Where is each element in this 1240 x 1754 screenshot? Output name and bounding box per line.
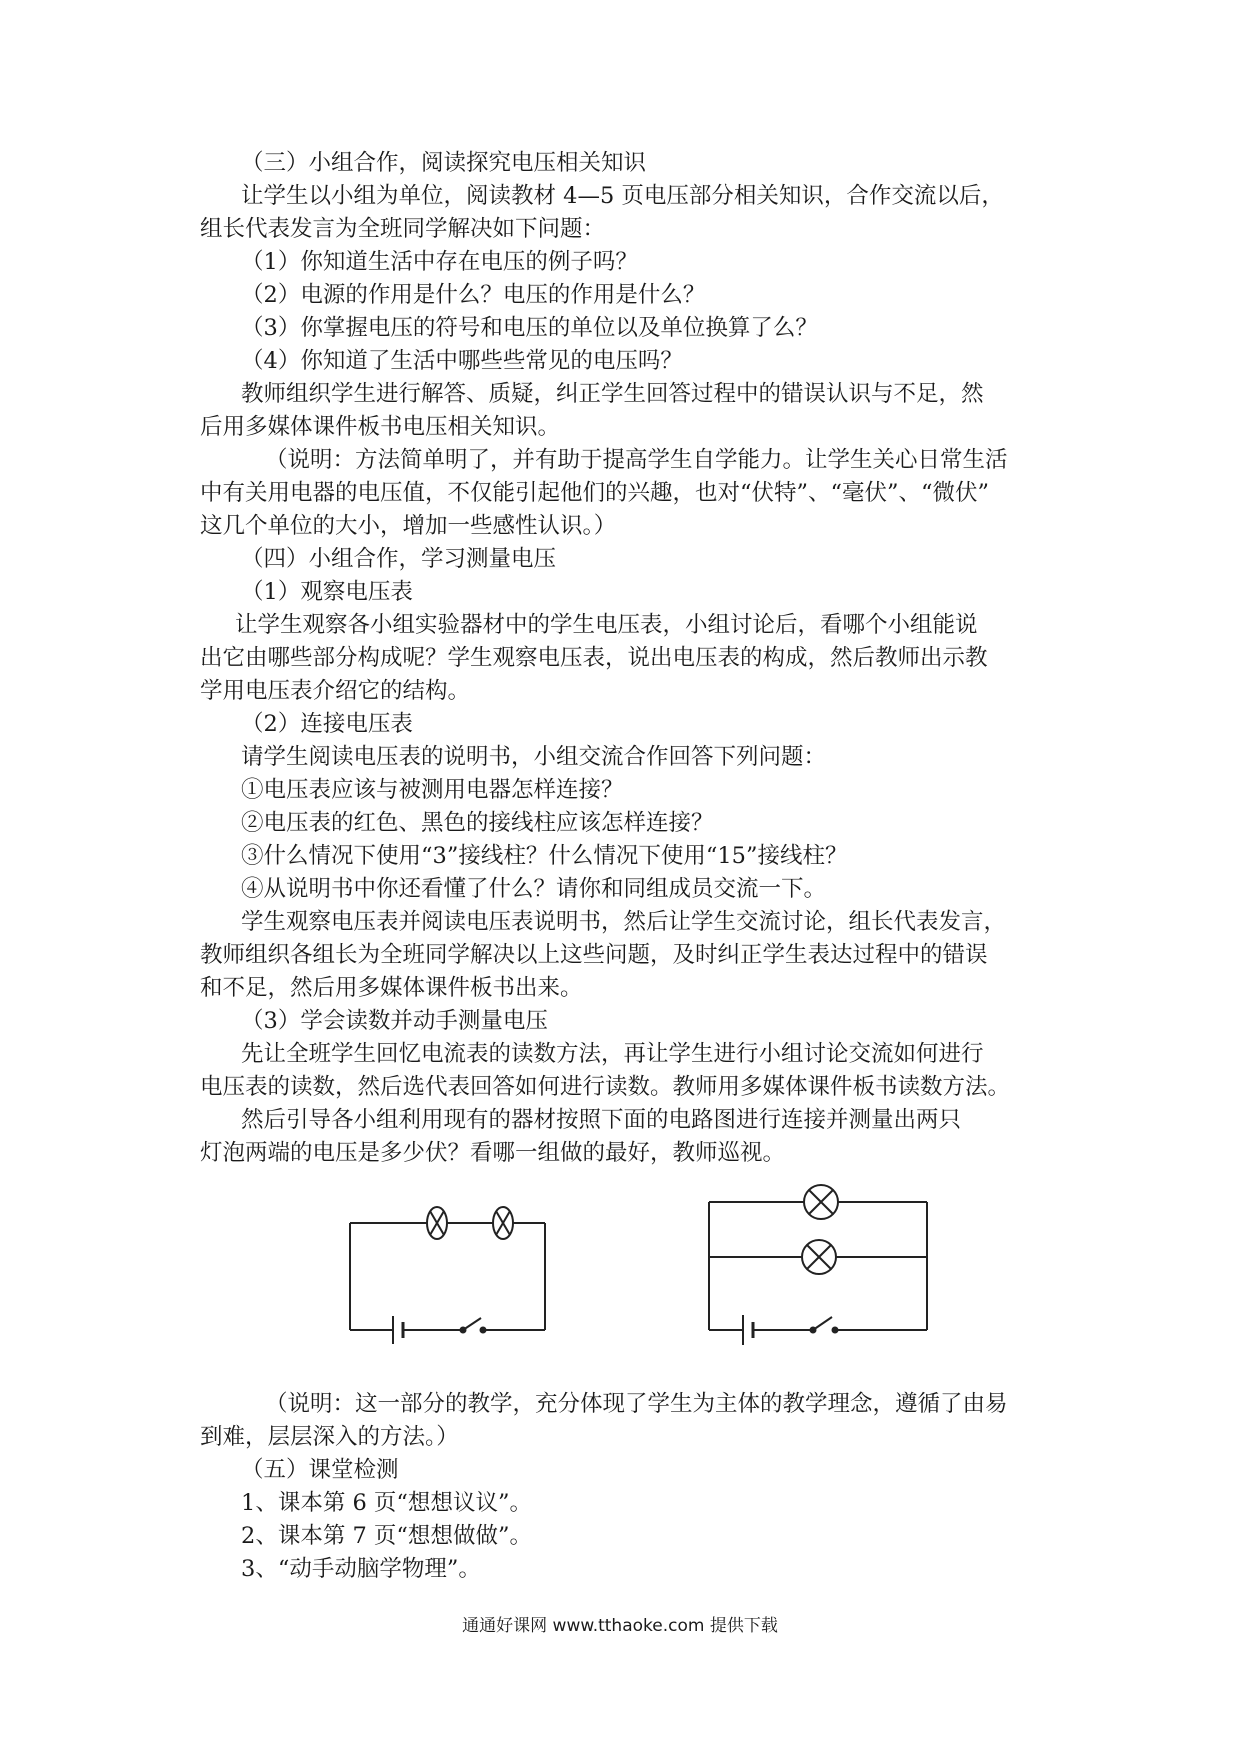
subsection-heading: （3）学会读数并动手测量电压 [241,1008,548,1034]
question-item: （1）你知道生活中存在电压的例子吗？ [241,249,638,275]
note-line: （说明：方法简单明了，并有助于提高学生自学能力。让学生关心日常生活 [265,447,1008,473]
note-line: 到难，层层深入的方法。） [200,1424,459,1450]
paragraph-line: 学生观察电压表并阅读电压表说明书，然后让学生交流讨论，组长代表发言， [241,909,1007,935]
paragraph-line: 电压表的读数，然后选代表回答如何进行读数。教师用多媒体课件板书读数方法。 [200,1074,1011,1100]
list-item: 1、课本第 6 页“想想议议”。 [241,1490,532,1516]
question-item: （2）电源的作用是什么？电压的作用是什么？ [241,282,706,308]
question-item: ②电压表的红色、黑色的接线柱应该怎样连接？ [241,810,714,836]
paragraph-line: 让学生观察各小组实验器材中的学生电压表，小组讨论后，看哪个小组能说 [235,612,978,638]
paragraph-line: 出它由哪些部分构成呢？学生观察电压表，说出电压表的构成，然后教师出示教 [200,645,988,671]
paragraph-line: 教师组织各组长为全班同学解决以上这些问题，及时纠正学生表达过程中的错误 [200,942,988,968]
paragraph-line: 组长代表发言为全班同学解决如下问题： [200,216,606,242]
section-heading-4: （四）小组合作，学习测量电压 [241,546,557,572]
paragraph-line: 后用多媒体课件板书电压相关知识。 [200,414,561,440]
series-circuit-diagram [345,1190,555,1350]
battery-icon [743,1315,753,1345]
paragraph-line: 先让全班学生回忆电流表的读数方法，再让学生进行小组讨论交流如何进行 [241,1041,984,1067]
question-item: （4）你知道了生活中哪些些常见的电压吗？ [241,348,683,374]
lamp-icon [802,1240,836,1274]
note-line: （说明：这一部分的教学，充分体现了学生为主体的教学理念，遵循了由易 [265,1391,1008,1417]
switch-icon [461,1318,486,1333]
question-item: ④从说明书中你还看懂了什么？请你和同组成员交流一下。 [241,876,827,902]
lamp-icon [427,1207,447,1239]
note-line: 这几个单位的大小，增加一些感性认识。） [200,513,617,539]
battery-icon [393,1316,403,1344]
page-footer: 通通好课网 www.tthaoke.com 提供下载 [462,1616,778,1636]
paragraph-line: 灯泡两端的电压是多少伏？看哪一组做的最好，教师巡视。 [200,1140,786,1166]
question-item: ①电压表应该与被测用电器怎样连接？ [241,777,624,803]
switch-icon [811,1317,838,1333]
paragraph-line: 和不足，然后用多媒体课件板书出来。 [200,975,583,1001]
subsection-heading: （2）连接电压表 [241,711,413,737]
lamp-icon [804,1185,838,1219]
section-heading-3: （三）小组合作，阅读探究电压相关知识 [241,150,647,176]
paragraph-line: 请学生阅读电压表的说明书，小组交流合作回答下列问题： [241,744,827,770]
list-item: 2、课本第 7 页“想想做做”。 [241,1523,532,1549]
lamp-icon [493,1207,513,1239]
list-item: 3、“动手动脑学物理”。 [241,1556,481,1582]
section-heading-5: （五）课堂检测 [241,1457,399,1483]
question-item: ③什么情况下使用“3”接线柱？什么情况下使用“15”接线柱？ [241,843,848,869]
subsection-heading: （1）观察电压表 [241,579,413,605]
paragraph-line: 教师组织学生进行解答、质疑，纠正学生回答过程中的错误认识与不足，然 [241,381,984,407]
note-line: 中有关用电器的电压值，不仅能引起他们的兴趣，也对“伏特”、“毫伏”、“微伏” [200,480,990,506]
parallel-circuit-diagram [705,1180,935,1355]
paragraph-line: 学用电压表介绍它的结构。 [200,678,471,704]
question-item: （3）你掌握电压的符号和电压的单位以及单位换算了么？ [241,315,818,341]
paragraph-line: 让学生以小组为单位，阅读教材 4—5 页电压部分相关知识，合作交流以后， [241,183,1004,209]
paragraph-line: 然后引导各小组利用现有的器材按照下面的电路图进行连接并测量出两只 [241,1107,962,1133]
